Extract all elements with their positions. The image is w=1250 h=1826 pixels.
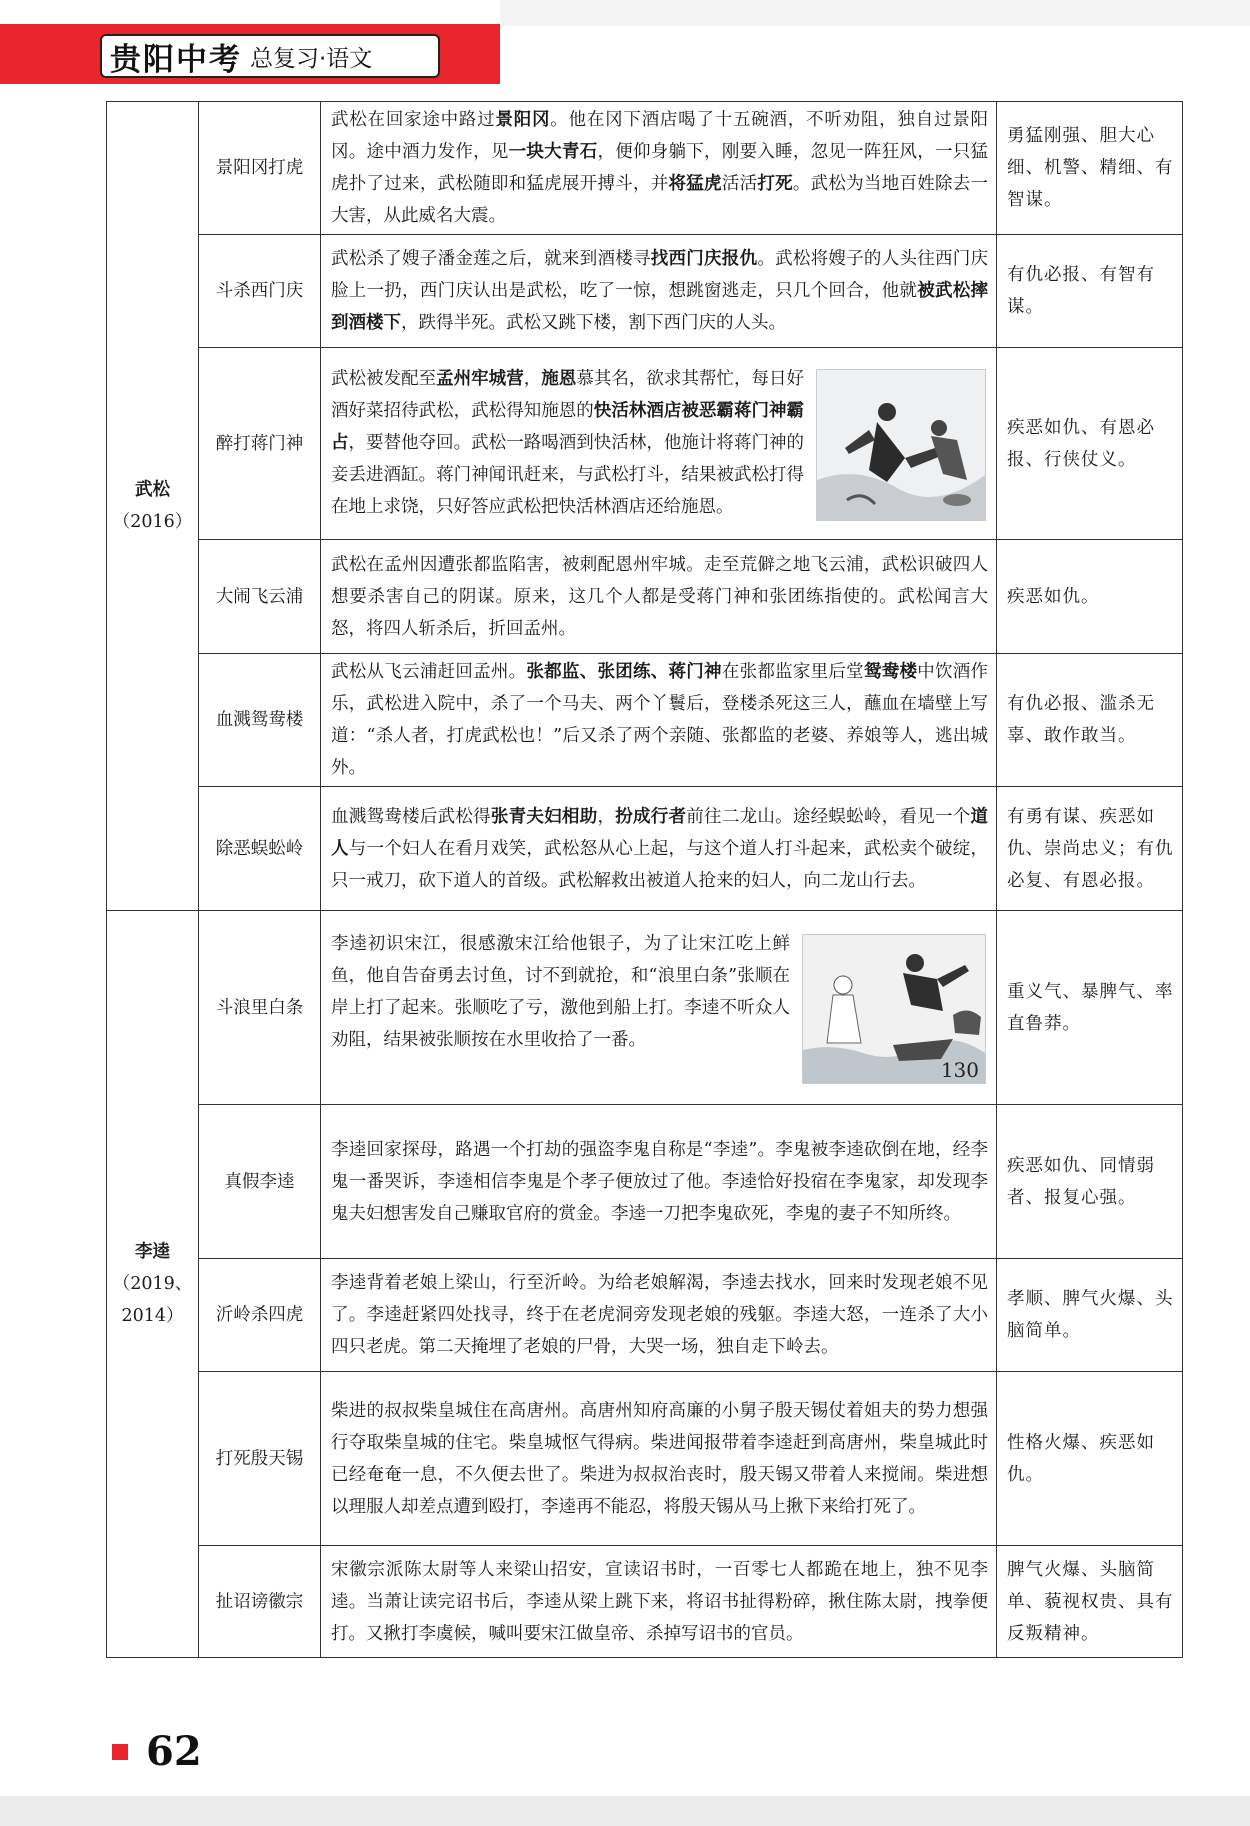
summary-text: 血溅鸳鸯楼后武松得 bbox=[331, 806, 491, 827]
summary-text: 前往二龙山。途经蜈蚣岭，看见一个 bbox=[686, 806, 971, 827]
table-row bbox=[107, 654, 1183, 787]
page-number-text: 62 bbox=[146, 1728, 202, 1775]
keyword-bold: 施恩 bbox=[541, 368, 577, 389]
summary-text: 武松从飞云浦赶回孟州。 bbox=[331, 662, 527, 682]
keyword-bold: 被武松摔到酒楼下 bbox=[331, 281, 989, 333]
table-row bbox=[107, 787, 1183, 911]
summary-text: 慕其名，欲求其帮忙，每日好酒好菜招待武松，武松得知施恩的 bbox=[331, 368, 805, 421]
episode-title: 斗杀西门庆 bbox=[199, 235, 321, 348]
character-traits: 孝顺、脾气火爆、头脑简单。 bbox=[997, 1259, 1183, 1372]
episode-title: 景阳冈打虎 bbox=[199, 102, 321, 235]
summary-text: 武松在孟州因遭张都监陷害，被刺配恩州牢城。走至荒僻之地飞云浦，武松识破四人想要杀害自己的阴谋。原来，这几个人都是受蒋门神和张团练指使的。武松闻言大怒，将四人斩杀后，折回孟州。 bbox=[331, 554, 988, 639]
summary-text: 中饮酒作乐，武松进入院中，杀了一个马夫、两个丫鬟后，登楼杀死这三人，蘸血在墙壁上写道：“杀人者，打虎武松也！”后又杀了两个亲随、张都监的老婆、养娘等人，逃出城外。 bbox=[331, 662, 989, 778]
character-traits: 有仇必报、滥杀无辜、敢作敢当。 bbox=[997, 654, 1183, 787]
character-traits: 疾恶如仇。 bbox=[997, 540, 1183, 654]
summary-text: ， bbox=[523, 368, 542, 389]
table-row bbox=[107, 540, 1183, 654]
header-label bbox=[100, 34, 440, 78]
character-traits: 重义气、暴脾气、率直鲁莽。 bbox=[997, 911, 1183, 1105]
header-subtitle: 总复习·语文 bbox=[250, 45, 373, 72]
summary-text: 武松在回家途中路过 bbox=[331, 110, 496, 130]
episode-summary bbox=[321, 1372, 997, 1546]
table-row bbox=[107, 1546, 1183, 1658]
keyword-bold: 找西门庆报仇 bbox=[650, 249, 758, 269]
summary-text: ，要替他夺回。武松一路喝酒到快活林，他施计将蒋门神的妾丢进酒缸。蒋门神闻讯赶来，与武松打斗，结果被武松打得在地上求饶，只好答应武松把快活林酒店还给施恩。 bbox=[331, 432, 805, 517]
character-traits: 疾恶如仇、同情弱者、报复心强。 bbox=[997, 1105, 1183, 1259]
keyword-bold: 一块大青石 bbox=[508, 142, 598, 162]
episode-title: 真假李逵 bbox=[199, 1105, 321, 1259]
episode-title: 血溅鸳鸯楼 bbox=[199, 654, 321, 787]
summary-text: 与一个妇人在看月戏笑，武松怒从心上起，与这个道人打斗起来，武松卖个破绽，只一戒刀，砍下道人的首级。武松解救出被道人抢来的妇人，向二龙山行去。 bbox=[331, 838, 988, 891]
person-years: （2016） bbox=[112, 512, 193, 532]
episode-summary bbox=[321, 1259, 997, 1372]
table-row bbox=[107, 1372, 1183, 1546]
top-margin-strip bbox=[500, 0, 1250, 26]
keyword-bold: 鸳鸯楼 bbox=[863, 662, 918, 682]
table-row bbox=[107, 911, 1183, 1105]
character-events-table bbox=[106, 101, 1183, 1658]
episode-summary bbox=[321, 787, 997, 911]
keyword-bold: 扮成行者 bbox=[615, 806, 687, 827]
keyword-bold: 孟州牢城营 bbox=[436, 368, 524, 389]
person-name: 李逵 bbox=[135, 1242, 170, 1262]
character-traits: 疾恶如仇、有恩必报、行侠仗义。 bbox=[997, 348, 1183, 540]
person-cell bbox=[107, 911, 199, 1658]
keyword-bold: 张都监、张团练、蒋门神 bbox=[526, 662, 722, 682]
keyword-bold: 打死 bbox=[757, 174, 793, 194]
keyword-bold: 快活林酒店被恶霸蒋门神霸占 bbox=[331, 400, 805, 453]
summary-text: ， bbox=[597, 806, 616, 827]
episode-title: 斗浪里白条 bbox=[199, 911, 321, 1105]
summary-text: 李逵初识宋江，很感激宋江给他银子，为了让宋江吃上鲜鱼，他自告奋勇去讨鱼，讨不到就抢，和“浪里白条”张顺在岸上打了起来。张顺吃了亏，激他到船上打。李逵不听众人劝阻，结果被张顺按在水里收拾了一番。 bbox=[331, 933, 790, 1050]
summary-text: 。武松为当地百姓除去一大害，从此威名大震。 bbox=[331, 174, 989, 226]
summary-text: 李逵背着老娘上梁山，行至沂岭。为给老娘解渴，李逵去找水，回来时发现老娘不见了。李逵赶紧四处找寻，终于在老虎洞旁发现老娘的残躯。李逵大怒，一连杀了大小四只老虎。第二天掩埋了老娘的尸骨，大哭一场，独自走下岭去。 bbox=[331, 1273, 988, 1357]
summary-text: 武松杀了嫂子潘金莲之后，就来到酒楼寻 bbox=[331, 249, 651, 269]
summary-text: 。他在冈下酒店喝了十五碗酒，不听劝阻，独自过景阳冈。途中酒力发作，见 bbox=[331, 110, 989, 162]
summary-text: 活活 bbox=[721, 174, 758, 194]
episode-summary bbox=[321, 540, 997, 654]
character-traits: 勇猛刚强、胆大心细、机警、精细、有智谋。 bbox=[997, 102, 1183, 235]
summary-text: 柴进的叔叔柴皇城住在高唐州。高唐州知府高廉的小舅子殷天锡仗着姐夫的势力想强行夺取柴皇城的住宅。柴皇城怄气得病。柴进闻报带着李逵赶到高唐州，柴皇城此时已经奄奄一息，不久便去世了。柴进为叔叔治丧时，殷天锡又带着人来搅闹。柴进想以理服人却差点遭到殴打，李逵再不能忍，将殷天锡从马上揪下来给打死了。 bbox=[331, 1400, 988, 1517]
episode-title: 除恶蜈蚣岭 bbox=[199, 787, 321, 911]
table-row bbox=[107, 1105, 1183, 1259]
summary-text: ，跌得半死。武松又跳下楼，割下西门庆的人头。 bbox=[401, 313, 786, 333]
episode-title: 打死殷天锡 bbox=[199, 1372, 321, 1546]
boat-fight-illustration bbox=[802, 934, 986, 1084]
page-marker-square bbox=[112, 1744, 128, 1760]
episode-summary bbox=[321, 235, 997, 348]
header-brand: 贵阳中考 bbox=[110, 41, 242, 78]
episode-summary bbox=[321, 911, 997, 1105]
person-years: （2019、2014） bbox=[112, 1274, 193, 1326]
person-name: 武松 bbox=[135, 480, 170, 500]
table-row bbox=[107, 1259, 1183, 1372]
character-traits: 有勇有谋、疾恶如仇、崇尚忠义；有仇必复、有恩必报。 bbox=[997, 787, 1183, 911]
table-row bbox=[107, 102, 1183, 235]
episode-summary bbox=[321, 1105, 997, 1259]
character-traits: 脾气火爆、头脑简单、藐视权贵、具有反叛精神。 bbox=[997, 1546, 1183, 1658]
episode-title: 扯诏谤徽宗 bbox=[199, 1546, 321, 1658]
keyword-bold: 道人 bbox=[331, 806, 989, 859]
episode-summary bbox=[321, 348, 997, 540]
keyword-bold: 景阳冈 bbox=[495, 110, 551, 130]
keyword-bold: 将猛虎 bbox=[668, 174, 722, 194]
character-traits: 有仇必报、有智有谋。 bbox=[997, 235, 1183, 348]
bottom-margin-strip bbox=[0, 1796, 1250, 1826]
episode-summary bbox=[321, 102, 997, 235]
summary-text: 宋徽宗派陈太尉等人来梁山招安，宣读诏书时，一百零七人都跪在地上，独不见李逵。当萧让读完诏书后，李逵从梁上跳下来，将诏书扯得粉碎，揪住陈太尉，拽拳便打。又揪打李虞候，喊叫要宋江做皇帝、杀掉写诏书的官员。 bbox=[331, 1559, 988, 1644]
keyword-bold: 张青夫妇相助 bbox=[490, 806, 598, 827]
fight-illustration bbox=[816, 369, 986, 521]
character-traits: 性格火爆、疾恶如仇。 bbox=[997, 1372, 1183, 1546]
episode-title: 沂岭杀四虎 bbox=[199, 1259, 321, 1372]
illustration-label: 130 bbox=[940, 1057, 979, 1082]
summary-text: 武松被发配至 bbox=[331, 368, 437, 389]
summary-text: 在张都监家里后堂 bbox=[721, 662, 864, 682]
episode-summary bbox=[321, 654, 997, 787]
table-row bbox=[107, 348, 1183, 540]
summary-text: 李逵回家探母，路遇一个打劫的强盗李鬼自称是“李逵”。李鬼被李逵砍倒在地，经李鬼一番哭诉，李逵相信李鬼是个孝子便放过了他。李逵恰好投宿在李鬼家，却发现李鬼夫妇想害发自己赚取官府的赏金。李逵一刀把李鬼砍死，李鬼的妻子不知所终。 bbox=[331, 1139, 988, 1224]
episode-title: 大闹飞云浦 bbox=[199, 540, 321, 654]
table-row bbox=[107, 235, 1183, 348]
page-number bbox=[112, 1728, 202, 1775]
episode-title: 醉打蒋门神 bbox=[199, 348, 321, 540]
summary-text: ，便仰身躺下，刚要入睡，忽见一阵狂风，一只猛虎扑了过来，武松随即和猛虎展开搏斗，并 bbox=[331, 142, 989, 194]
summary-text: 。武松将嫂子的人头往西门庆脸上一扔，西门庆认出是武松，吃了一惊，想跳窗逃走，只几个回合，他就 bbox=[331, 249, 989, 301]
episode-summary bbox=[321, 1546, 997, 1658]
person-cell bbox=[107, 102, 199, 911]
